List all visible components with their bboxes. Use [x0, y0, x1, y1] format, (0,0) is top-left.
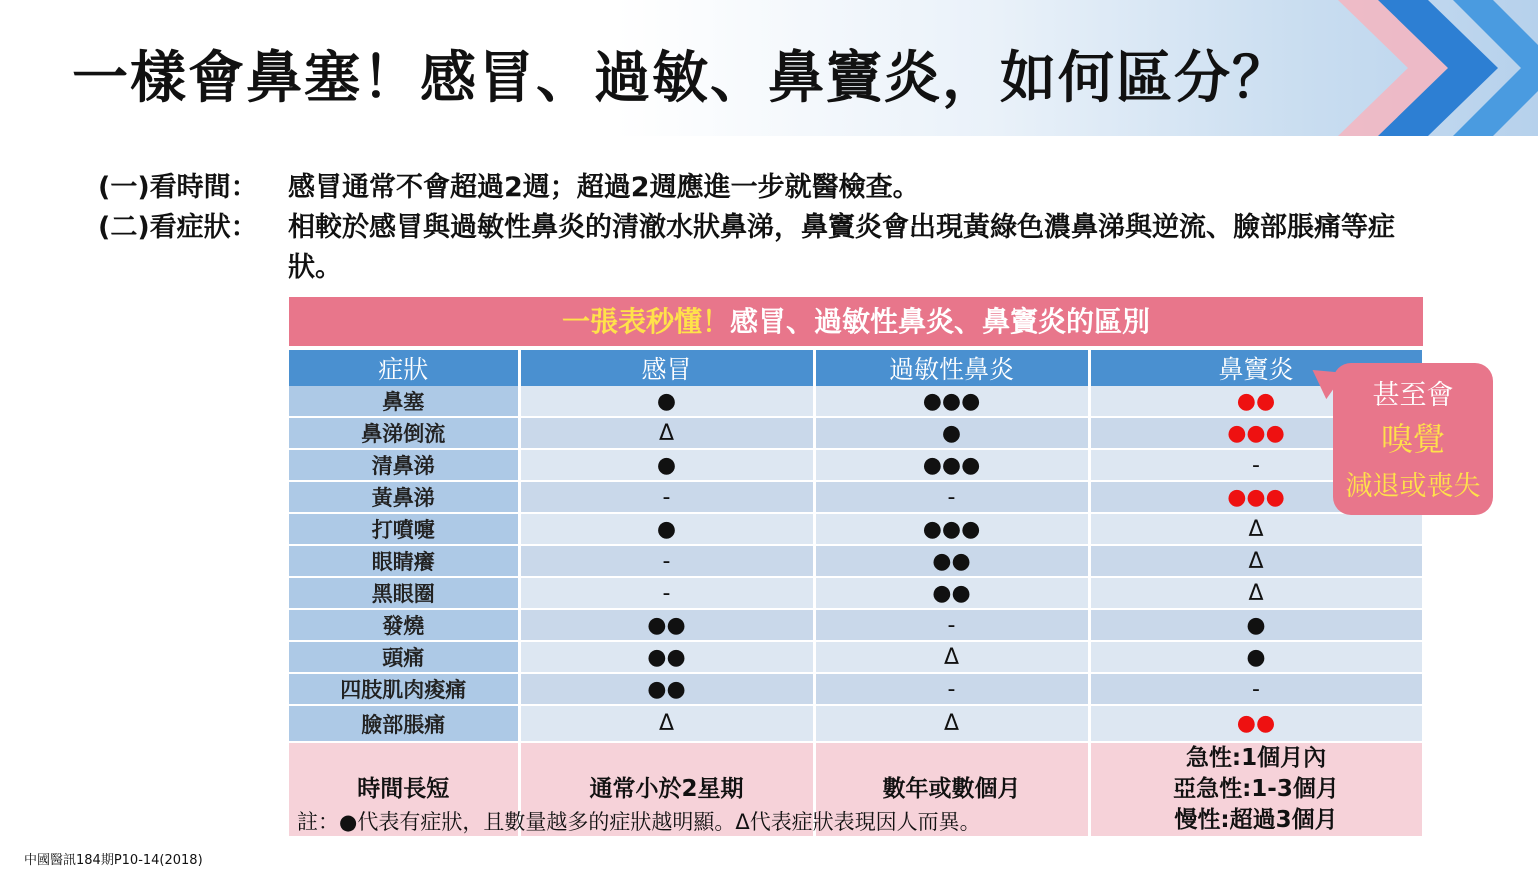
intro-label: (一)看時間：: [98, 172, 258, 203]
symptom-label: 黑眼圈: [289, 577, 519, 609]
sinusitis-cell: -: [1089, 673, 1423, 705]
table-footnote: 註：●代表有症狀，且數量越多的症狀越明顯。Δ代表症狀表現因人而異。: [297, 810, 981, 834]
table-row: [289, 513, 1423, 545]
callout-line-1: 甚至會: [1372, 380, 1454, 411]
allergy-cell: ●●●: [814, 513, 1089, 545]
intro-label: (二)看症狀：: [98, 212, 258, 243]
cold-cell: -: [519, 577, 814, 609]
callout-line-3: 減退或喪失: [1345, 471, 1481, 502]
column-header-allergy: 過敏性鼻炎: [814, 350, 1089, 386]
allergy-cell: -: [814, 481, 1089, 513]
column-header-cold: 感冒: [519, 350, 814, 386]
table-row: [289, 673, 1423, 705]
allergy-cell: ●●●: [814, 449, 1089, 481]
table-row: [289, 705, 1423, 742]
duration-subacute: 亞急性:1-3個月: [1173, 776, 1339, 802]
duration-allergy: 數年或數個月: [814, 742, 1089, 837]
cold-cell: ●●: [519, 673, 814, 705]
duration-chronic: 慢性:超過3個月: [1174, 807, 1338, 833]
symptom-label: 黃鼻涕: [289, 481, 519, 513]
cold-cell: Δ: [519, 417, 814, 449]
symptom-label: 臉部脹痛: [289, 705, 519, 742]
sinusitis-cell: ●●: [1089, 705, 1423, 742]
banner-title: 感冒、過敏性鼻炎、鼻竇炎的區別: [730, 305, 1151, 338]
allergy-cell: ●●: [814, 545, 1089, 577]
cold-cell: ●: [519, 449, 814, 481]
table-row: [289, 577, 1423, 609]
cold-cell: -: [519, 545, 814, 577]
symptom-label: 眼睛癢: [289, 545, 519, 577]
table-row: [289, 481, 1423, 513]
cold-cell: ●●: [519, 609, 814, 641]
allergy-cell: ●: [814, 417, 1089, 449]
duration-label: 時間長短: [289, 742, 519, 837]
allergy-cell: -: [814, 673, 1089, 705]
table-header-row: [289, 350, 1423, 386]
source-citation: 中國醫訊184期P10-14(2018): [24, 853, 203, 868]
table-row: [289, 641, 1423, 673]
sinusitis-cell: ●: [1089, 641, 1423, 673]
cold-cell: Δ: [519, 705, 814, 742]
allergy-cell: Δ: [814, 641, 1089, 673]
column-header-symptom: 症狀: [289, 350, 519, 386]
intro-body: 感冒通常不會超過2週；超過2週應進一步就醫檢查。: [288, 172, 920, 203]
cold-cell: ●: [519, 513, 814, 545]
sinusitis-cell: ●●●: [1089, 481, 1423, 513]
table-row: [289, 609, 1423, 641]
intro-row-symptom: [98, 208, 1448, 288]
symptom-label: 頭痛: [289, 641, 519, 673]
table-row: [289, 386, 1423, 417]
sinusitis-cell: Δ: [1089, 577, 1423, 609]
allergy-cell: ●●●: [814, 386, 1089, 417]
symptom-label: 發燒: [289, 609, 519, 641]
sinusitis-cell: -: [1089, 449, 1423, 481]
cold-cell: ●●: [519, 641, 814, 673]
page-title: 一樣會鼻塞！感冒、過敏、鼻竇炎，如何區分？: [72, 46, 1290, 111]
cold-cell: ●: [519, 386, 814, 417]
column-header-sinusitis: 鼻竇炎: [1089, 350, 1423, 386]
table-row: [289, 545, 1423, 577]
allergy-cell: Δ: [814, 705, 1089, 742]
duration-sinusitis: [1089, 742, 1423, 837]
smell-loss-callout: [1333, 363, 1493, 515]
allergy-cell: -: [814, 609, 1089, 641]
symptom-table: [289, 350, 1425, 838]
cold-cell: -: [519, 481, 814, 513]
intro-row-time: [98, 168, 1448, 208]
sinusitis-cell: ●●●: [1089, 417, 1423, 449]
intro-body: 相較於感冒與過敏性鼻炎的清澈水狀鼻涕，鼻竇炎會出現黃綠色濃鼻涕與逆流、臉部脹痛等症狀。: [288, 212, 1395, 283]
allergy-cell: ●●: [814, 577, 1089, 609]
table-row: [289, 417, 1423, 449]
chevron-arrows-icon: [1278, 0, 1538, 136]
comparison-table: [289, 297, 1423, 838]
sinusitis-cell: Δ: [1089, 545, 1423, 577]
duration-cold: 通常小於2星期: [519, 742, 814, 837]
sinusitis-cell: ●: [1089, 609, 1423, 641]
banner-highlight: 一張表秒懂！: [561, 305, 730, 338]
symptom-label: 鼻塞: [289, 386, 519, 417]
sinusitis-cell: Δ: [1089, 513, 1423, 545]
intro-text: [98, 168, 1448, 288]
symptom-label: 四肢肌肉痠痛: [289, 673, 519, 705]
symptom-label: 打噴嚏: [289, 513, 519, 545]
symptom-label: 鼻涕倒流: [289, 417, 519, 449]
callout-line-2: 嗅覺: [1380, 420, 1445, 458]
table-row: [289, 449, 1423, 481]
duration-acute: 急性:1個月內: [1185, 745, 1327, 771]
symptom-label: 清鼻涕: [289, 449, 519, 481]
sinusitis-cell: ●●: [1089, 386, 1423, 417]
table-banner: [289, 297, 1423, 350]
